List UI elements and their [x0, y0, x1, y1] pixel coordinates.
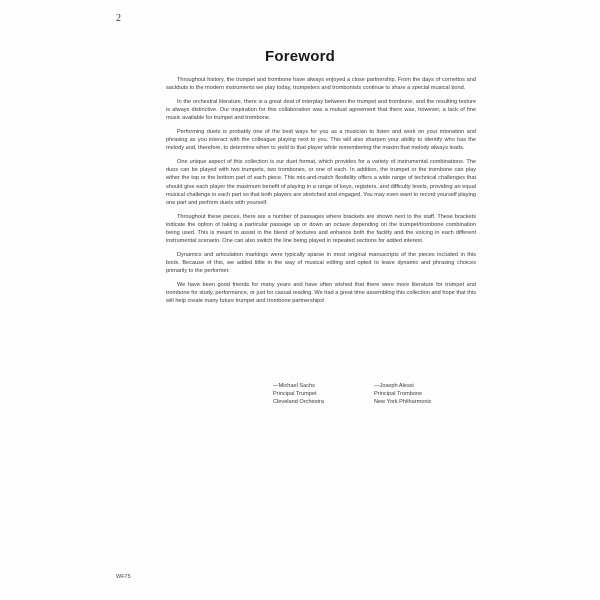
signature-org: New York Philharmonic — [374, 399, 432, 406]
paragraph: We have been good friends for many years and have often wished that there were more literature for trumpet and trombone for study, performance, or just for casual reading. We had a great time assembling this collection and hope that this will help create many future trumpet and trombone partnerships! — [166, 281, 476, 305]
paragraph: In the orchestral literature, there is a great deal of interplay between the trumpet and trombone, and the resulting texture is always distinctive. Our inspiration for this collaboration was a mutual agreement that there was, however, a lack of fine music available for trumpet and trombone. — [166, 98, 476, 122]
paragraph: Throughout these pieces, there are a number of passages where brackets are shown next to the staff. These brackets indicate the option of taking a particular passage up or down an octave depending on the trumpet/trombone combination being used. This is meant to assist in the blend of textures and enhance both the facility and the voicing in each different instrumental scenario. One can also switch the line being played in repeated sections for added interest. — [166, 213, 476, 245]
signature-name: —Joseph Alessi — [374, 383, 414, 389]
signature-role: Principal Trombone — [374, 391, 423, 398]
signature-block — [0, 382, 600, 422]
paragraph: Performing duets is probably one of the best ways for you as a musician to listen and work on your intonation and phrasing as you interact with the colleague playing next to you. This will also sharpen your ability to identify who has the melody and, therefore, to determine when to yield to that player while remembering the maxim that melody always leads. — [166, 128, 476, 152]
signature-name: —Michael Sachs — [273, 383, 315, 389]
signature-right — [374, 382, 432, 407]
paragraph: Throughout history, the trumpet and trombone have always enjoyed a close partnership. From the days of cornettos and sackbuts to the modern instruments we play today, trumpeters and trombonists continue to share a special musical bond. — [166, 77, 476, 92]
signature-left — [273, 382, 324, 407]
page-number: 2 — [116, 13, 121, 24]
paragraph: One unique aspect of this collection is our duet format, which provides for a variety of instrumental combinations. The duos can be played with two trumpets, two trombones, or one of each. In addition, the trumpet or the trombone can play either the top or the bottom part of each piece. This mix-and-match flexibility offers a wide range of technical challenges that should give each player the maximum benefit of playing in a range of keys, registers, and difficulty levels, providing an equal musical challenge in each part so that both players are stretched and engaged. You may even want to record yourself playing one part and perform duets with yourself. — [166, 159, 476, 206]
signature-org: Cleveland Orchestra — [273, 399, 324, 406]
foreword-body — [166, 76, 476, 311]
page-title: Foreword — [265, 48, 335, 65]
paragraph: Dynamics and articulation markings were typically sparse in most original manuscripts of the pieces included in this book. Because of this, we added little in the way of musical editing and opted to leave dynamic and phrasing choices primarily to the performer. — [166, 251, 476, 275]
signature-role: Principal Trumpet — [273, 391, 317, 398]
footer-code: WF75 — [116, 574, 131, 580]
